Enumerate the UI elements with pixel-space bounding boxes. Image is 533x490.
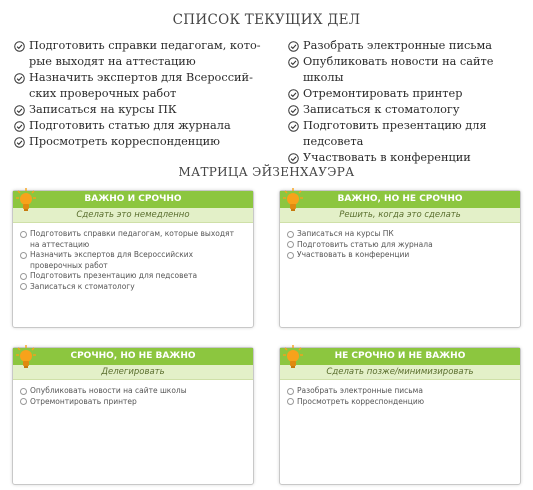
lightbulb-icon <box>282 187 304 213</box>
quadrant-task-text: Записаться на курсы ПК <box>297 229 394 238</box>
quadrant-task-text: Подготовить презентацию для педсовета <box>30 271 198 280</box>
quadrant-header: СРОЧНО, НО НЕ ВАЖНО <box>13 348 253 365</box>
quadrant-header: ВАЖНО, НО НЕ СРОЧНО <box>280 191 520 208</box>
todo-item <box>14 38 270 70</box>
quadrant-card-important-not-urgent <box>279 190 521 328</box>
quadrant-task-text: Подготовить справки педагогам, которые выходят на аттестацию <box>30 229 234 249</box>
lightbulb-icon <box>15 344 37 370</box>
todo-item <box>14 134 270 150</box>
quadrant-task-item <box>287 250 512 261</box>
quadrant-card-important-urgent <box>12 190 254 328</box>
check-circle-icon <box>288 150 303 166</box>
check-circle-icon <box>288 38 303 54</box>
todo-item-text: Подготовить справки педагогам, кото-рые выходят на аттестацию <box>29 39 261 68</box>
quadrant-subheader: Делегировать <box>13 365 253 380</box>
check-circle-icon <box>14 134 29 150</box>
check-circle-icon <box>288 102 303 118</box>
todo-item-text: Просмотреть корреспонденцию <box>29 135 220 148</box>
quadrant-subheader: Сделать это немедленно <box>13 208 253 223</box>
todo-item <box>288 102 528 118</box>
check-circle-icon <box>14 118 29 134</box>
quadrant-task-item <box>20 397 245 408</box>
quadrant-task-text: Подготовить статью для журнала <box>297 239 433 249</box>
check-circle-icon <box>14 102 29 118</box>
circle-bullet-icon <box>20 250 30 261</box>
quadrant-subheader: Решить, когда это сделать <box>280 208 520 223</box>
circle-bullet-icon <box>287 229 297 240</box>
todo-list-left <box>14 38 270 150</box>
circle-bullet-icon <box>287 240 297 251</box>
quadrant-task-item <box>20 386 245 397</box>
todo-item <box>288 118 528 150</box>
todo-item <box>14 70 270 102</box>
circle-bullet-icon <box>287 397 297 408</box>
todo-item <box>288 54 528 86</box>
check-circle-icon <box>14 38 29 54</box>
check-circle-icon <box>288 118 303 134</box>
todo-item-text: Назначить экспертов для Всероссий-ских проверочных работ <box>29 71 253 100</box>
check-circle-icon <box>288 86 303 102</box>
quadrant-task-item <box>20 229 245 250</box>
page-title: СПИСОК ТЕКУЩИХ ДЕЛ <box>172 12 361 28</box>
quadrant-task-item <box>287 240 512 251</box>
todo-item-text: Записаться на курсы ПК <box>29 103 177 116</box>
todo-item-text: Участвовать в конференции <box>303 151 471 164</box>
circle-bullet-icon <box>20 271 30 282</box>
quadrant-task-text: Отремонтировать принтер <box>30 396 137 406</box>
todo-list-right <box>288 38 528 166</box>
todo-item <box>14 118 270 134</box>
quadrant-card-urgent-not-important <box>12 347 254 485</box>
quadrant-task-list <box>280 380 520 407</box>
quadrant-task-text: Разобрать электронные письма <box>297 386 423 395</box>
matrix-title: МАТРИЦА ЭЙЗЕНХАУЭРА <box>178 165 355 179</box>
quadrant-task-text: Записаться к стоматологу <box>30 281 135 291</box>
quadrant-task-item <box>287 397 512 408</box>
quadrant-task-text: Опубликовать новости на сайте школы <box>30 386 187 395</box>
quadrant-task-text: Просмотреть корреспонденцию <box>297 396 425 406</box>
quadrant-task-list <box>13 380 253 407</box>
quadrant-task-item <box>287 229 512 240</box>
circle-bullet-icon <box>20 386 30 397</box>
todo-item-text: Подготовить презентацию для педсовета <box>303 119 487 148</box>
circle-bullet-icon <box>20 229 30 240</box>
todo-item-text: Опубликовать новости на сайте школы <box>303 55 494 84</box>
todo-item-text: Записаться к стоматологу <box>303 103 460 116</box>
lightbulb-icon <box>282 344 304 370</box>
circle-bullet-icon <box>20 282 30 293</box>
quadrant-header: ВАЖНО И СРОЧНО <box>13 191 253 208</box>
quadrant-header: НЕ СРОЧНО И НЕ ВАЖНО <box>280 348 520 365</box>
circle-bullet-icon <box>287 386 297 397</box>
check-circle-icon <box>288 54 303 70</box>
todo-item-text: Разобрать электронные письма <box>303 39 492 52</box>
quadrant-task-list <box>280 223 520 261</box>
todo-item-text: Отремонтировать принтер <box>303 87 463 100</box>
quadrant-task-text: Участвовать в конференции <box>297 250 410 259</box>
lightbulb-icon <box>15 187 37 213</box>
todo-item <box>288 150 528 166</box>
quadrant-task-item <box>20 271 245 282</box>
quadrant-card-not-urgent-not-important <box>279 347 521 485</box>
todo-item <box>14 102 270 118</box>
quadrant-task-item <box>20 282 245 293</box>
todo-item <box>288 38 528 54</box>
quadrant-subheader: Сделать позже/минимизировать <box>280 365 520 380</box>
quadrant-task-item <box>287 386 512 397</box>
quadrant-task-item <box>20 250 245 271</box>
check-circle-icon <box>14 70 29 86</box>
todo-item-text: Подготовить статью для журнала <box>29 119 231 132</box>
quadrant-task-text: Назначить экспертов для Всероссийских проверочных работ <box>30 250 194 270</box>
quadrant-task-list <box>13 223 253 292</box>
todo-item <box>288 86 528 102</box>
circle-bullet-icon <box>287 250 297 261</box>
circle-bullet-icon <box>20 397 30 408</box>
